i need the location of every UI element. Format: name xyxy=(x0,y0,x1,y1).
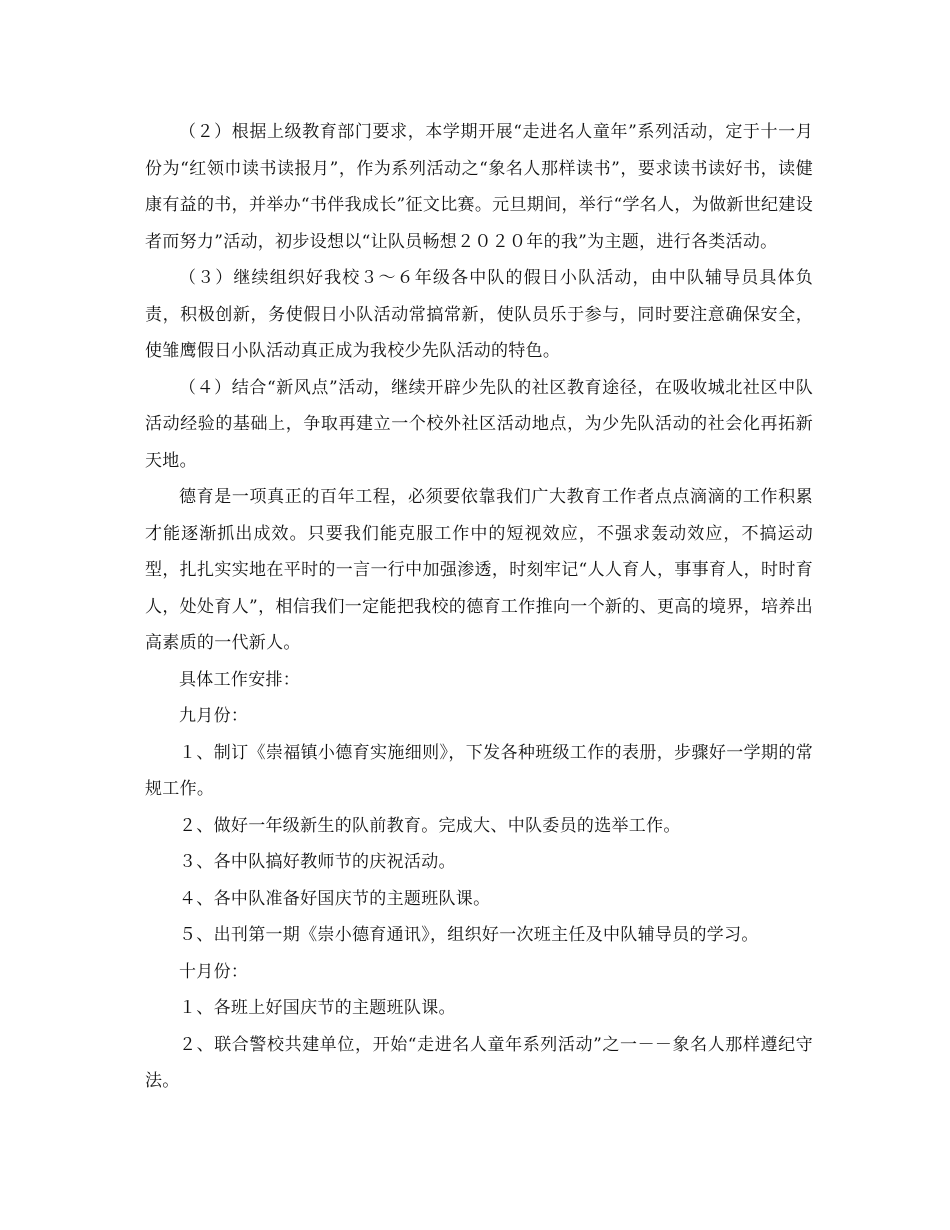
paragraph-moral-education-summary: 德育是一项真正的百年工程，必须要依靠我们广大教育工作者点点滴滴的工作积累才能逐渐抓出成效。只要我们能克服工作中的短视效应，不强求轰动效应，不搞运动型，扎扎实实地在平时的一言一行中加强渗透，时刻牢记“人人育人，事事育人，时时育人，处处育人”，相信我们一定能把我校的德育工作推向一个新的、更高的境界，培养出高素质的一代新人。 xyxy=(145,487,813,653)
list-item-september-5: ５、出刊第一期《崇小德育通讯》，组织好一次班主任及中队辅导员的学习。 xyxy=(179,925,759,945)
document-body xyxy=(145,114,813,1100)
paragraph-activity-4: （４）结合“新风点”活动，继续开辟少先队的社区教育途径，在吸收城北社区中队活动经验的基础上，争取再建立一个校外社区活动地点，为少先队活动的社会化再拓新天地。 xyxy=(145,377,813,471)
heading-october: 十月份： xyxy=(179,961,249,982)
paragraph-activity-2: （２）根据上级教育部门要求，本学期开展“走进名人童年”系列活动，定于十一月份为“红领巾读书读报月”，作为系列活动之“象名人那样读书”，要求读书读好书，读健康有益的书，并举办“书伴我成长”征文比赛。元旦期间，举行“学名人，为做新世纪建设者而努力”活动，初步设想以“让队员畅想２０２０年的我”为主题，进行各类活动。 xyxy=(145,122,813,252)
paragraph-activity-3: （３）继续组织好我校３～６年级各中队的假日小队活动，由中队辅导员具体负责，积极创新，务使假日小队活动常搞常新，使队员乐于参与，同时要注意确保安全，使雏鹰假日小队活动真正成为我校少先队活动的特色。 xyxy=(145,268,813,361)
list-item-september-4: ４、各中队准备好国庆节的主题班队课。 xyxy=(179,888,491,909)
list-item-october-1: １、各班上好国庆节的主题班队课。 xyxy=(179,998,456,1018)
list-item-october-2: ２、联合警校共建单位，开始“走进名人童年系列活动”之一－－象名人那样遵纪守法。 xyxy=(145,1034,813,1091)
list-item-september-3: ３、各中队搞好教师节的庆祝活动。 xyxy=(179,852,456,872)
heading-work-schedule: 具体工作安排： xyxy=(179,669,301,690)
list-item-september-2: ２、做好一年级新生的队前教育。完成大、中队委员的选举工作。 xyxy=(179,815,681,836)
heading-september: 九月份： xyxy=(179,706,249,726)
list-item-september-1: １、制订《崇福镇小德育实施细则》，下发各种班级工作的表册，步骤好一学期的常规工作。 xyxy=(145,742,813,799)
